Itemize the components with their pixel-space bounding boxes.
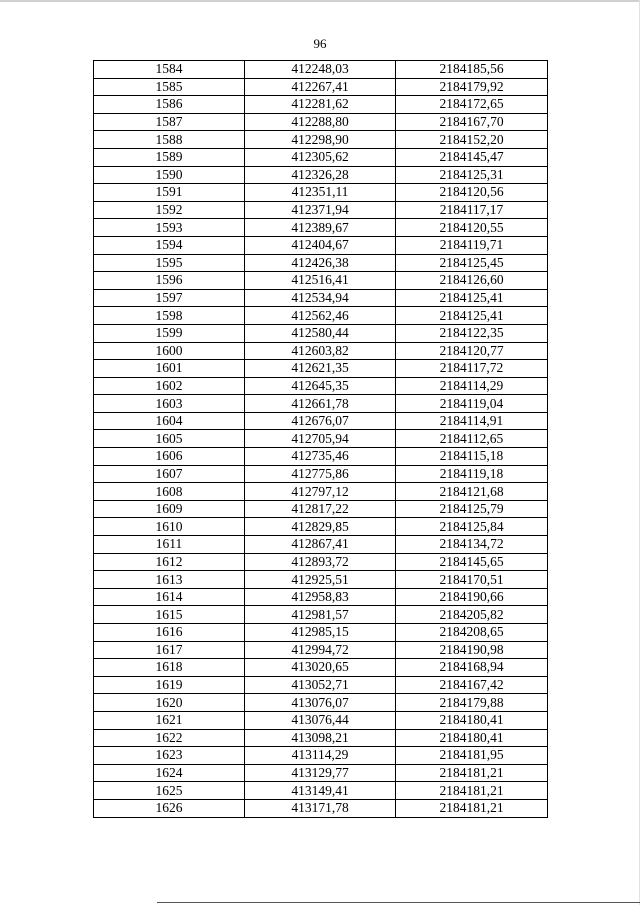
y-coordinate-cell: 2184205,82 — [396, 606, 548, 624]
point-number-cell: 1619 — [94, 676, 245, 694]
table-row — [94, 61, 548, 79]
x-coordinate-cell: 412298,90 — [245, 131, 396, 149]
table-row — [94, 342, 548, 360]
x-coordinate-cell: 412389,67 — [245, 219, 396, 237]
point-number-cell: 1613 — [94, 571, 245, 589]
y-coordinate-cell: 2184117,72 — [396, 360, 548, 378]
table-row — [94, 448, 548, 466]
point-number-cell: 1604 — [94, 412, 245, 430]
table-row — [94, 78, 548, 96]
x-coordinate-cell: 413052,71 — [245, 676, 396, 694]
page-number: 96 — [313, 36, 327, 51]
point-number-cell: 1621 — [94, 711, 245, 729]
y-coordinate-cell: 2184125,41 — [396, 307, 548, 325]
point-number-cell: 1607 — [94, 465, 245, 483]
y-coordinate-cell: 2184190,98 — [396, 641, 548, 659]
point-number-cell: 1603 — [94, 395, 245, 413]
x-coordinate-cell: 412867,41 — [245, 536, 396, 554]
x-coordinate-cell: 413114,29 — [245, 747, 396, 765]
point-number-cell: 1612 — [94, 553, 245, 571]
x-coordinate-cell: 412775,86 — [245, 465, 396, 483]
point-number-cell: 1616 — [94, 624, 245, 642]
point-number-cell: 1596 — [94, 272, 245, 290]
table-row — [94, 588, 548, 606]
y-coordinate-cell: 2184125,41 — [396, 289, 548, 307]
table-row — [94, 324, 548, 342]
y-coordinate-cell: 2184172,65 — [396, 96, 548, 114]
x-coordinate-cell: 412817,22 — [245, 500, 396, 518]
y-coordinate-cell: 2184125,31 — [396, 166, 548, 184]
table-row — [94, 624, 548, 642]
x-coordinate-cell: 412705,94 — [245, 430, 396, 448]
table-row — [94, 553, 548, 571]
y-coordinate-cell: 2184152,20 — [396, 131, 548, 149]
point-number-cell: 1625 — [94, 782, 245, 800]
table-row — [94, 536, 548, 554]
table-row — [94, 201, 548, 219]
y-coordinate-cell: 2184145,65 — [396, 553, 548, 571]
x-coordinate-cell: 412958,83 — [245, 588, 396, 606]
y-coordinate-cell: 2184167,42 — [396, 676, 548, 694]
point-number-cell: 1594 — [94, 236, 245, 254]
x-coordinate-cell: 412562,46 — [245, 307, 396, 325]
y-coordinate-cell: 2184125,84 — [396, 518, 548, 536]
table-row — [94, 236, 548, 254]
table-row — [94, 289, 548, 307]
y-coordinate-cell: 2184119,04 — [396, 395, 548, 413]
point-number-cell: 1611 — [94, 536, 245, 554]
y-coordinate-cell: 2184168,94 — [396, 659, 548, 677]
table-row — [94, 412, 548, 430]
point-number-cell: 1599 — [94, 324, 245, 342]
table-row — [94, 694, 548, 712]
table-row — [94, 113, 548, 131]
x-coordinate-cell: 412288,80 — [245, 113, 396, 131]
x-coordinate-cell: 412981,57 — [245, 606, 396, 624]
x-coordinate-cell: 412305,62 — [245, 148, 396, 166]
y-coordinate-cell: 2184180,41 — [396, 729, 548, 747]
point-number-cell: 1601 — [94, 360, 245, 378]
footer-rule — [157, 902, 640, 903]
point-number-cell: 1618 — [94, 659, 245, 677]
table-row — [94, 430, 548, 448]
table-row — [94, 483, 548, 501]
table-row — [94, 500, 548, 518]
y-coordinate-cell: 2184120,55 — [396, 219, 548, 237]
point-number-cell: 1617 — [94, 641, 245, 659]
table-row — [94, 131, 548, 149]
table-row — [94, 606, 548, 624]
table-row — [94, 711, 548, 729]
point-number-cell: 1584 — [94, 61, 245, 79]
table-row — [94, 148, 548, 166]
table-row — [94, 166, 548, 184]
y-coordinate-cell: 2184167,70 — [396, 113, 548, 131]
table-row — [94, 307, 548, 325]
table-row — [94, 676, 548, 694]
table-row — [94, 254, 548, 272]
point-number-cell: 1585 — [94, 78, 245, 96]
table-row — [94, 782, 548, 800]
y-coordinate-cell: 2184208,65 — [396, 624, 548, 642]
point-number-cell: 1622 — [94, 729, 245, 747]
point-number-cell: 1595 — [94, 254, 245, 272]
y-coordinate-cell: 2184120,56 — [396, 184, 548, 202]
x-coordinate-cell: 412534,94 — [245, 289, 396, 307]
point-number-cell: 1588 — [94, 131, 245, 149]
y-coordinate-cell: 2184117,17 — [396, 201, 548, 219]
x-coordinate-cell: 412404,67 — [245, 236, 396, 254]
y-coordinate-cell: 2184179,88 — [396, 694, 548, 712]
table-row — [94, 729, 548, 747]
x-coordinate-cell: 412621,35 — [245, 360, 396, 378]
y-coordinate-cell: 2184185,56 — [396, 61, 548, 79]
x-coordinate-cell: 412426,38 — [245, 254, 396, 272]
table-row — [94, 184, 548, 202]
table-row — [94, 571, 548, 589]
table-row — [94, 641, 548, 659]
y-coordinate-cell: 2184119,71 — [396, 236, 548, 254]
point-number-cell: 1590 — [94, 166, 245, 184]
y-coordinate-cell: 2184181,21 — [396, 782, 548, 800]
point-number-cell: 1589 — [94, 148, 245, 166]
x-coordinate-cell: 413098,21 — [245, 729, 396, 747]
point-number-cell: 1592 — [94, 201, 245, 219]
page-top-edge — [0, 0, 640, 2]
point-number-cell: 1591 — [94, 184, 245, 202]
x-coordinate-cell: 412281,62 — [245, 96, 396, 114]
y-coordinate-cell: 2184181,21 — [396, 799, 548, 817]
y-coordinate-cell: 2184125,45 — [396, 254, 548, 272]
point-number-cell: 1609 — [94, 500, 245, 518]
point-number-cell: 1624 — [94, 764, 245, 782]
x-coordinate-cell: 413076,44 — [245, 711, 396, 729]
point-number-cell: 1597 — [94, 289, 245, 307]
x-coordinate-cell: 412994,72 — [245, 641, 396, 659]
point-number-cell: 1626 — [94, 799, 245, 817]
y-coordinate-cell: 2184114,29 — [396, 377, 548, 395]
point-number-cell: 1587 — [94, 113, 245, 131]
y-coordinate-cell: 2184126,60 — [396, 272, 548, 290]
x-coordinate-cell: 412603,82 — [245, 342, 396, 360]
y-coordinate-cell: 2184114,91 — [396, 412, 548, 430]
table-row — [94, 219, 548, 237]
table-row — [94, 465, 548, 483]
point-number-cell: 1615 — [94, 606, 245, 624]
point-number-cell: 1593 — [94, 219, 245, 237]
y-coordinate-cell: 2184145,47 — [396, 148, 548, 166]
x-coordinate-cell: 413149,41 — [245, 782, 396, 800]
x-coordinate-cell: 413129,77 — [245, 764, 396, 782]
y-coordinate-cell: 2184115,18 — [396, 448, 548, 466]
table-row — [94, 96, 548, 114]
x-coordinate-cell: 412985,15 — [245, 624, 396, 642]
x-coordinate-cell: 412267,41 — [245, 78, 396, 96]
point-number-cell: 1598 — [94, 307, 245, 325]
coordinates-table-body — [94, 61, 548, 818]
y-coordinate-cell: 2184121,68 — [396, 483, 548, 501]
y-coordinate-cell: 2184180,41 — [396, 711, 548, 729]
x-coordinate-cell: 412676,07 — [245, 412, 396, 430]
point-number-cell: 1610 — [94, 518, 245, 536]
table-row — [94, 659, 548, 677]
x-coordinate-cell: 412516,41 — [245, 272, 396, 290]
table-row — [94, 799, 548, 817]
x-coordinate-cell: 412893,72 — [245, 553, 396, 571]
point-number-cell: 1623 — [94, 747, 245, 765]
table-row — [94, 395, 548, 413]
y-coordinate-cell: 2184125,79 — [396, 500, 548, 518]
y-coordinate-cell: 2184181,95 — [396, 747, 548, 765]
point-number-cell: 1620 — [94, 694, 245, 712]
point-number-cell: 1608 — [94, 483, 245, 501]
x-coordinate-cell: 413171,78 — [245, 799, 396, 817]
x-coordinate-cell: 412326,28 — [245, 166, 396, 184]
y-coordinate-cell: 2184134,72 — [396, 536, 548, 554]
x-coordinate-cell: 413020,65 — [245, 659, 396, 677]
x-coordinate-cell: 412580,44 — [245, 324, 396, 342]
x-coordinate-cell: 412661,78 — [245, 395, 396, 413]
coordinates-table — [93, 60, 548, 818]
table-row — [94, 747, 548, 765]
x-coordinate-cell: 412351,11 — [245, 184, 396, 202]
y-coordinate-cell: 2184122,35 — [396, 324, 548, 342]
point-number-cell: 1605 — [94, 430, 245, 448]
point-number-cell: 1606 — [94, 448, 245, 466]
point-number-cell: 1614 — [94, 588, 245, 606]
x-coordinate-cell: 412829,85 — [245, 518, 396, 536]
table-row — [94, 518, 548, 536]
x-coordinate-cell: 412925,51 — [245, 571, 396, 589]
x-coordinate-cell: 412797,12 — [245, 483, 396, 501]
table-row — [94, 377, 548, 395]
y-coordinate-cell: 2184181,21 — [396, 764, 548, 782]
y-coordinate-cell: 2184179,92 — [396, 78, 548, 96]
point-number-cell: 1602 — [94, 377, 245, 395]
y-coordinate-cell: 2184119,18 — [396, 465, 548, 483]
table-row — [94, 360, 548, 378]
y-coordinate-cell: 2184190,66 — [396, 588, 548, 606]
x-coordinate-cell: 412248,03 — [245, 61, 396, 79]
x-coordinate-cell: 412645,35 — [245, 377, 396, 395]
table-row — [94, 764, 548, 782]
x-coordinate-cell: 412371,94 — [245, 201, 396, 219]
x-coordinate-cell: 413076,07 — [245, 694, 396, 712]
y-coordinate-cell: 2184120,77 — [396, 342, 548, 360]
table-row — [94, 272, 548, 290]
y-coordinate-cell: 2184112,65 — [396, 430, 548, 448]
point-number-cell: 1600 — [94, 342, 245, 360]
y-coordinate-cell: 2184170,51 — [396, 571, 548, 589]
point-number-cell: 1586 — [94, 96, 245, 114]
x-coordinate-cell: 412735,46 — [245, 448, 396, 466]
